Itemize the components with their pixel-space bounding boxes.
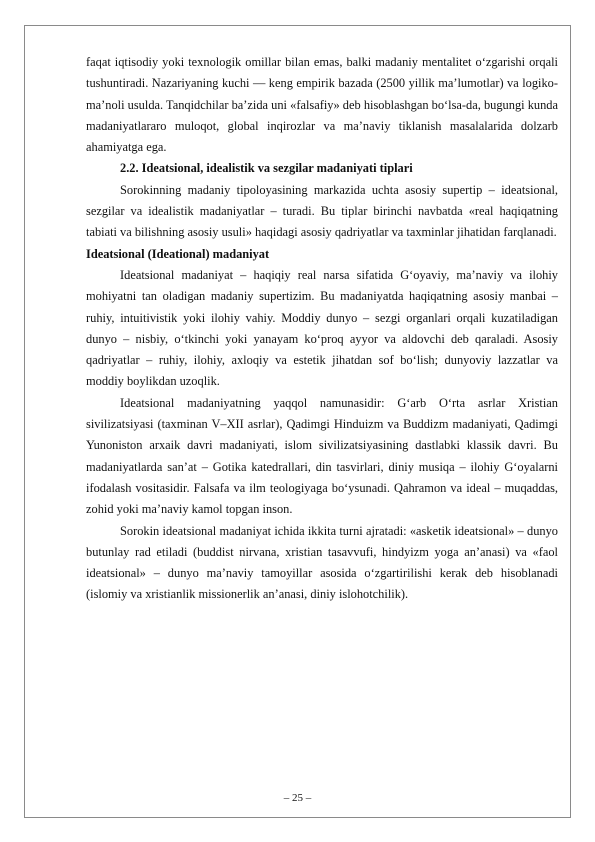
paragraph-ideational-definition: Ideatsional madaniyat – haqiqiy real narsa sifatida G‘oyaviy, ma’naviy va ilohiy mohiyatni tan oladigan madaniy supertizim. Bu madaniyatda haqiqatning asosiy manbai – ruhiy, intuitivistik yoki ilohiy vahiy. Moddiy dunyo – sezgi organlari orqali kuzatiladigan dunyo – nisbiy, o‘tkinchi yoki yanayam ko‘proq ayyor va aldovchi deb qaraladi. Asosiy qadriyatlar – ruhiy, ilohiy, axloqiy va estetik jihatdan sof bo‘lish; dunyoviy lazzatlar va moddiy boylikdan uzoqlik. (86, 267, 558, 389)
section-heading: 2.2. Ideatsional, idealistik va sezgilar madaniyati tiplari (120, 161, 413, 176)
paragraph-intro: Sorokinning madaniy tipoloyasining markazida uchta asosiy supertip – ideatsional, sezgilar va idealistik madaniyatlar – turadi. Bu tiplar birinchi navbatda «real haqiqatning tabiati va bilishning asosiy usuli» haqidagi asosiy qadriyatlar va taxminlar jihatidan farqlanadi. (86, 182, 558, 240)
paragraph-ideational-types: Sorokin ideatsional madaniyat ichida ikkita turni ajratadi: «asketik ideatsional» – dunyo butunlay rad etiladi (buddist nirvana, xristian tasavvufi, hindyizm yoga an’anasi) va «faol ideatsional» – dunyo ma’naviy tamoyillar asosida o‘zgartirilishi kerak deb hisoblanadi (islomiy va xristianlik missionerlik an’anasi, diniy islohotchilik). (86, 523, 558, 602)
page-number: – 25 – (283, 792, 312, 804)
subheading: Ideatsional (Ideational) madaniyat (86, 246, 270, 261)
paragraph-ideational-examples: Ideatsional madaniyatning yaqqol namunasidir: G‘arb O‘rta asrlar Xristian sivilizatsiyasi (taxminan V–XII asrlar), Qadimgi Hinduizm va Buddizm madaniyati, Qadimgi Yunoniston arxaik davri madaniyati, islom sivilizatsiyasining dastlabki klassik davri. Bu madaniyatlarda san’at – Gotika katedrallari, din tasvirlari, diniy musiqa – ilohiy G‘oyalarni ifodalash vositasidir. Falsafa va ilm teologiyaga bo‘ysunadi. Qahramon va ideal – muqaddas, zohid yoki ma’naviy kamol topgan inson. (86, 395, 558, 517)
paragraph-continued: faqat iqtisodiy yoki texnologik omillar bilan emas, balki madaniy mentalitet o‘zgarishi orqali tushuntiradi. Nazariyaning kuchi — keng empirik bazada (2500 yillik ma’lumotlar) va logiko-ma’noli usulda. Tanqidchilar ba’zida uni «falsafiy» deb hisoblashgan bo‘lsa-da, bugungi kunda madaniyatlararo muloqot, global inqirozlar va ma’naviy tiklanish masalalarida dolzarb ahamiyatga ega. (86, 55, 558, 155)
document-body (86, 52, 558, 606)
